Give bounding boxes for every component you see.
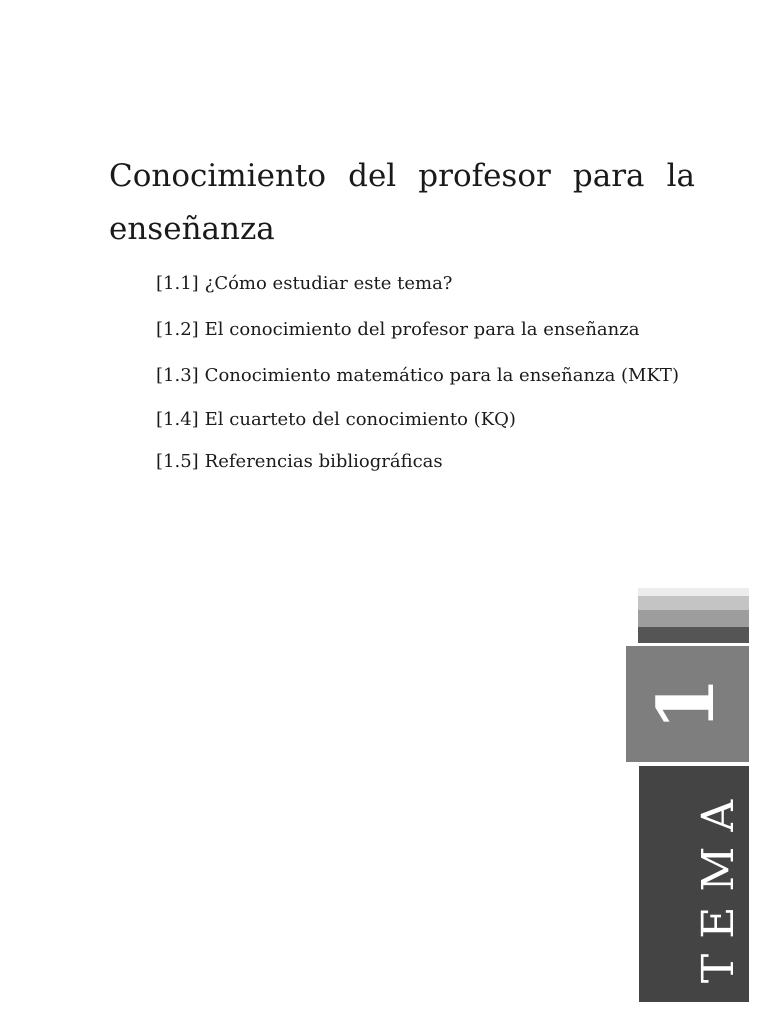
toc-item-label: El cuarteto del conocimiento (KQ) [204,409,516,430]
toc-item[interactable] [156,365,679,387]
toc-item[interactable] [156,319,639,341]
toc-item[interactable] [156,273,452,295]
chapter-number-tab [626,646,749,762]
chapter-title: Conocimiento del profesor para la enseñanza [109,158,695,247]
decorative-stripe [638,610,749,627]
chapter-number: 1 [641,676,732,732]
toc-item-number: [1.2] [156,319,199,340]
toc-item-label: Referencias bibliográficas [204,451,443,472]
toc-item[interactable] [156,451,443,473]
toc-item-label: Conocimiento matemático para la enseñanza (MKT) [204,365,679,386]
toc-item-number: [1.1] [156,273,199,294]
toc-item-label: El conocimiento del profesor para la enseñanza [204,319,640,340]
chapter-label: TEMA [693,784,744,984]
decorative-stripe [638,588,749,596]
toc-item-number: [1.5] [156,451,199,472]
decorative-stripe [638,627,749,643]
toc-item-number: [1.3] [156,365,199,386]
toc-item-label: ¿Cómo estudiar este tema? [204,273,453,294]
toc-item-number: [1.4] [156,409,199,430]
decorative-stripe [638,596,749,610]
toc-item[interactable] [156,409,516,431]
chapter-label-tab [639,766,749,1002]
